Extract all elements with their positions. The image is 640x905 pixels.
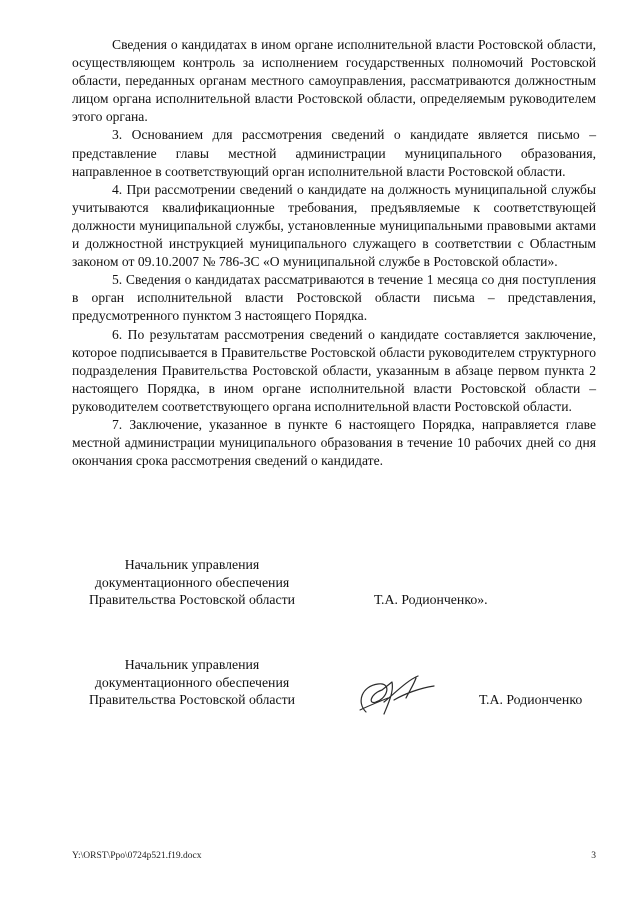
handwritten-signature-icon xyxy=(348,672,438,720)
sig2-title-line2: документационного обеспечения xyxy=(94,674,290,690)
sig2-name: Т.А. Родионченко xyxy=(479,692,583,707)
footer-file-path: Y:\ORST\Ppo\0724p521.f19.docx xyxy=(72,851,202,861)
footer-page-number: 3 xyxy=(591,851,596,861)
signature-block-1-title xyxy=(72,556,312,609)
paragraph-4: 4. При рассмотрении сведений о кандидате на должность муниципальной службы учитываются квалификационные требования, предъявляемые к соответствующей должности муниципальной службы, установленные муниципальными правовыми актами и должностной инструкцией муниципального служащего в соответствии с Областным законом от 09.10.2007 № 786-ЗС «О муниципальной службе в Ростовской области». xyxy=(72,181,596,270)
sig1-title-line1: Начальник управления xyxy=(124,557,260,572)
document-body xyxy=(72,36,596,470)
paragraph-7: 7. Заключение, указанное в пункте 6 настоящего Порядка, направляется главе местной администрации муниципального образования в течение 10 рабочих дней со дня окончания срока рассмотрения сведений о кандидате. xyxy=(72,416,596,469)
sig2-title-line1: Начальник управления xyxy=(124,657,260,672)
signature-block-2-title xyxy=(72,656,312,709)
paragraph-6: 6. По результатам рассмотрения сведений о кандидате составляется заключение, которое подписывается в Правительстве Ростовской области руководителем структурного подразделения Правительства Ростовской области, указанным в абзаце первом пункта 2 настоящего Порядка, в ином органе исполнительной власти Ростовской области – руководителем соответствующего органа исполнительной власти Ростовской области. xyxy=(72,326,596,414)
sig1-title-line3: Правительства Ростовской области xyxy=(88,592,296,607)
paragraph-3: 3. Основанием для рассмотрения сведений о кандидате является письмо – представление главы местной администрации муниципального образования, направленное в соответствующий орган исполнительной власти Ростовской области. xyxy=(72,127,596,179)
sig1-name: Т.А. Родионченко». xyxy=(374,592,488,607)
sig1-title-line2: документационного обеспечения xyxy=(94,574,290,590)
paragraph-5: 5. Сведения о кандидатах рассматриваются в течение 1 месяца со дня поступления в орган исполнительной власти Ростовской области письма – представления, предусмотренного пунктом 3 настоящего Порядка. xyxy=(72,272,596,324)
paragraph-intro: Сведения о кандидатах в ином органе исполнительной власти Ростовской области, осуществляющем контроль за исполнением государственных полномочий Ростовской области, переданных органам местного самоуправления, рассматриваются должностным лицом органа исполнительной власти Ростовской области, определяемым руководителем этого органа. xyxy=(72,37,596,125)
sig2-title-line3: Правительства Ростовской области xyxy=(88,692,296,707)
